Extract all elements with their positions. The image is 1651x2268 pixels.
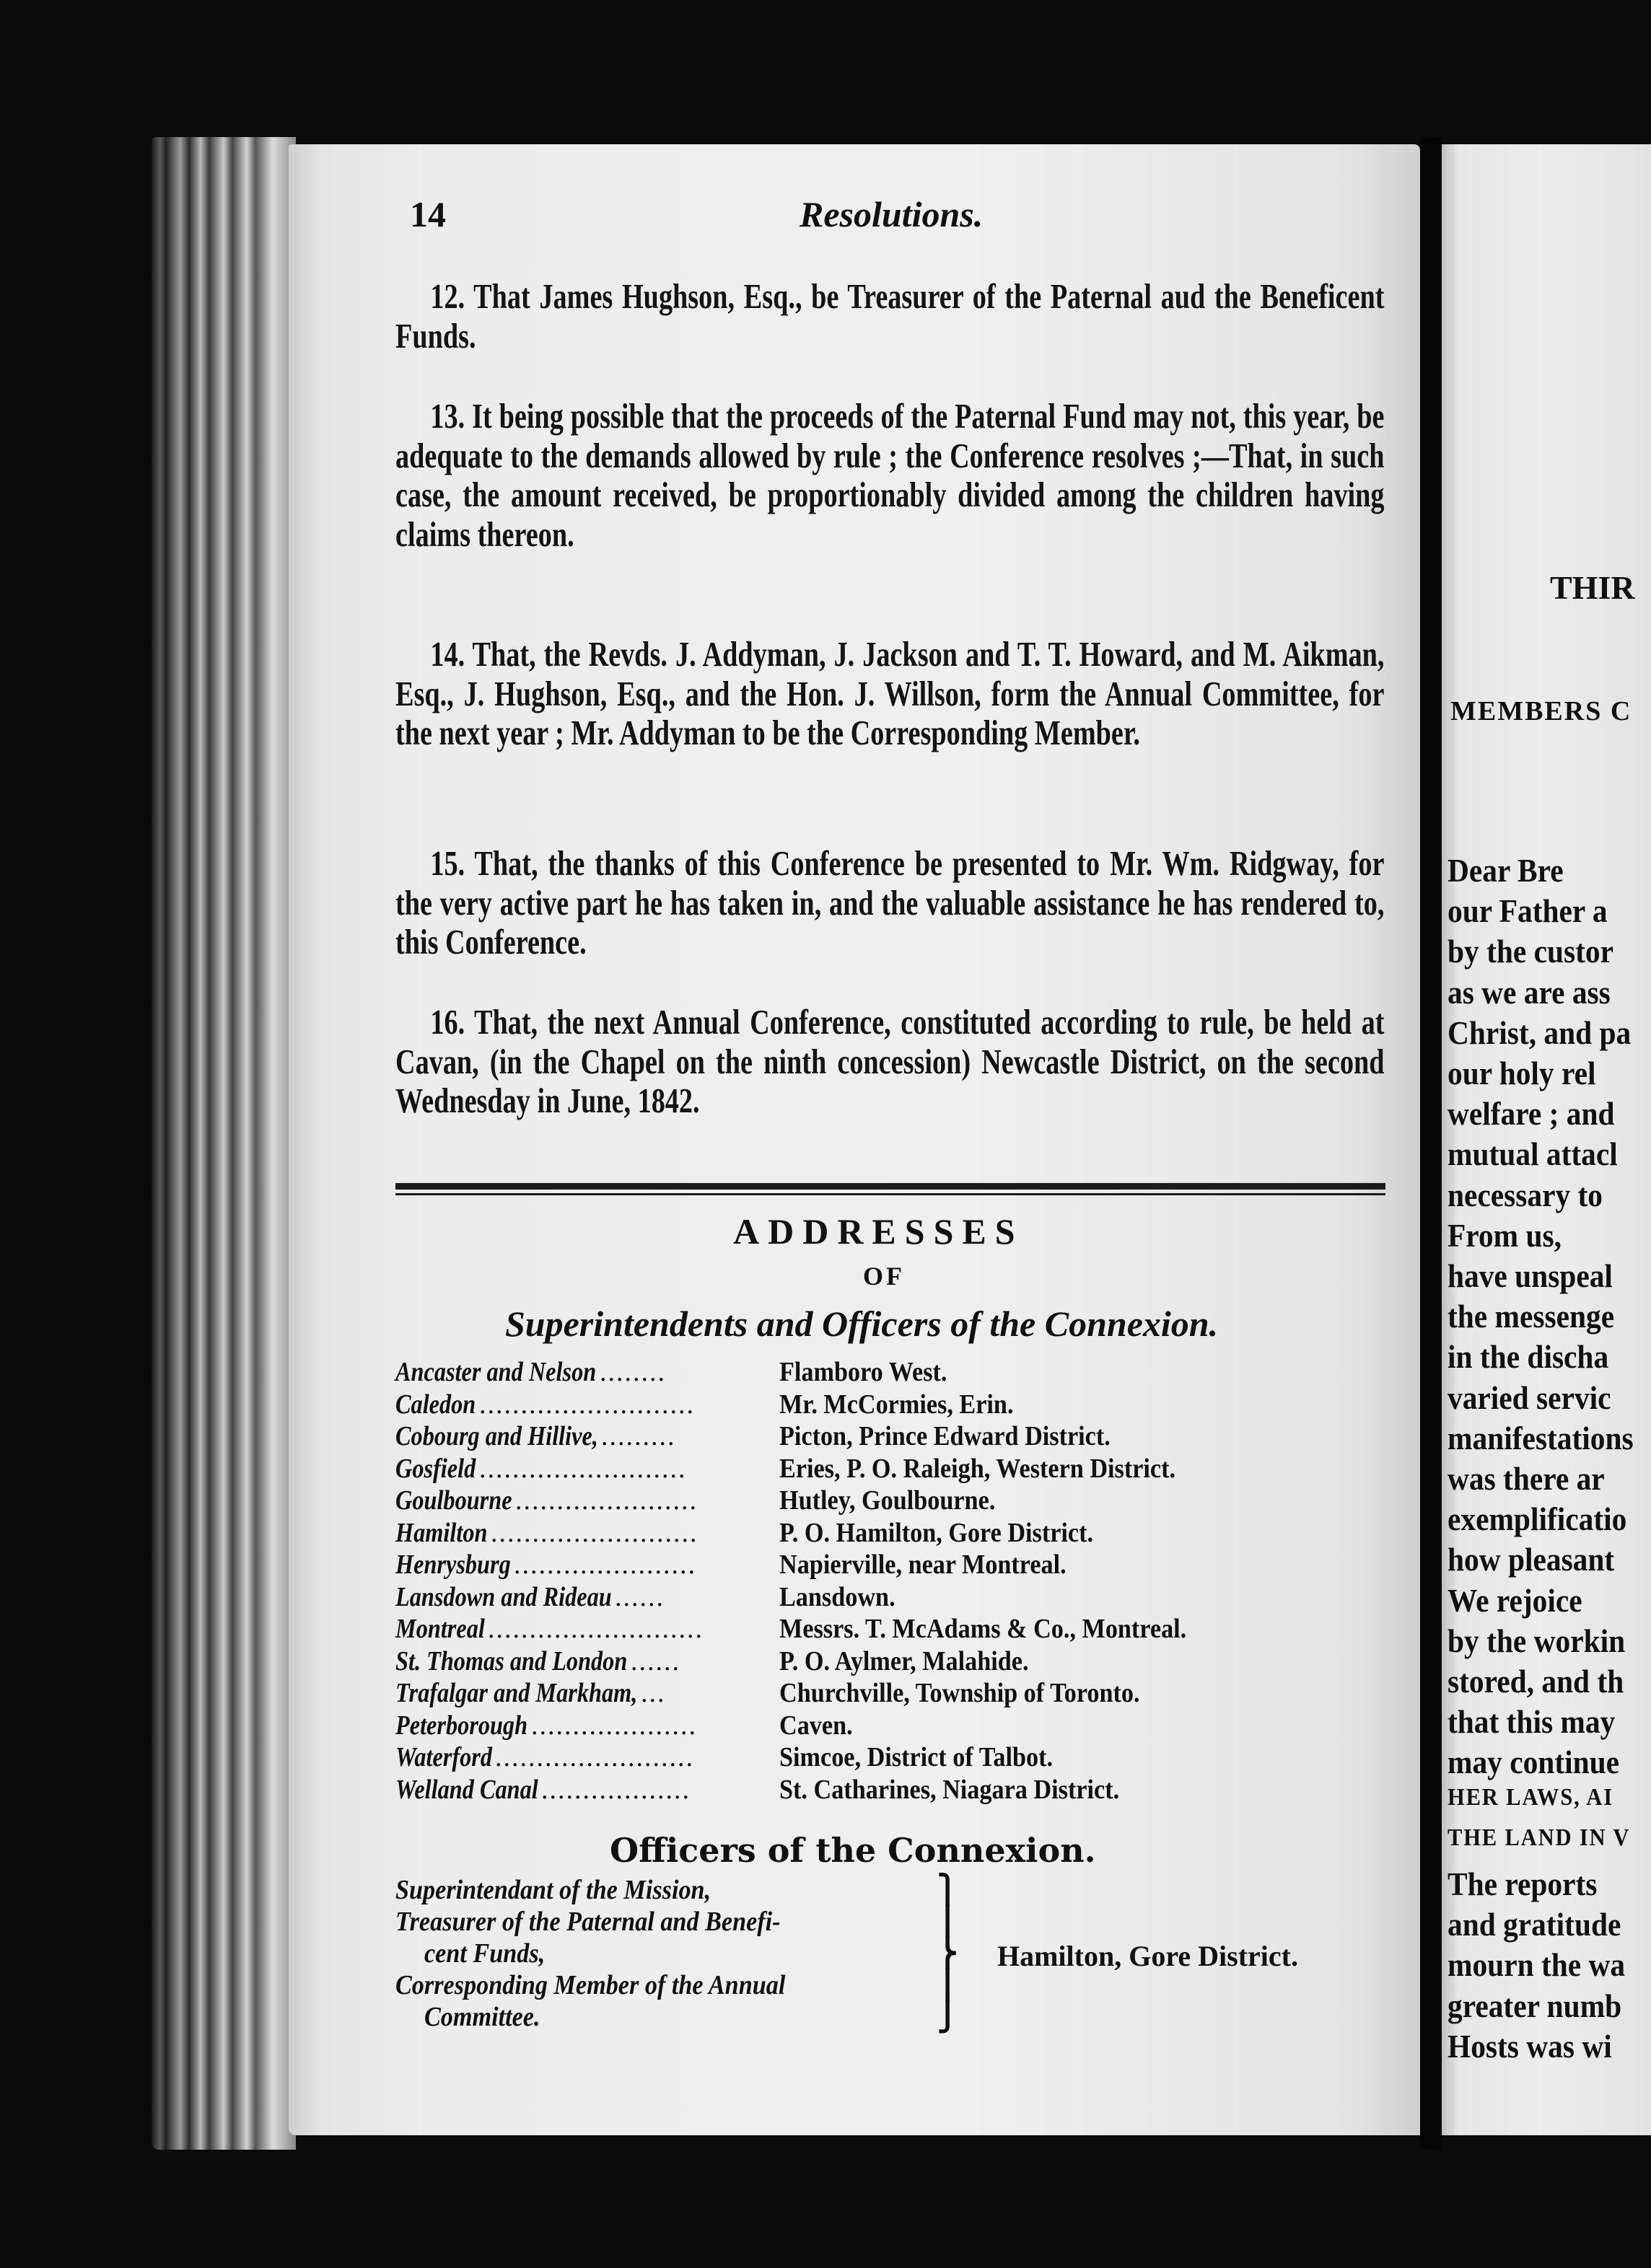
- directory-place: Hamilton: [395, 1517, 488, 1548]
- right-page-line: and gratitude: [1448, 1906, 1621, 1943]
- directory-row: [395, 1710, 1406, 1740]
- book-page-edges: [152, 137, 296, 2150]
- directory-row: [395, 1356, 1406, 1386]
- section-rule-thin: [395, 1193, 1385, 1195]
- right-page-line: welfare ; and: [1448, 1095, 1615, 1133]
- directory-leader: ........................: [495, 1742, 694, 1772]
- directory-row: [395, 1549, 1406, 1579]
- directory-leader: ......: [615, 1581, 665, 1612]
- directory-place: Trafalgar and Markham,: [395, 1678, 638, 1708]
- directory-address: Eries, P. O. Raleigh, Western District.: [779, 1453, 1176, 1484]
- right-page: [1442, 144, 1651, 2135]
- right-page-line: our Father a: [1448, 892, 1608, 930]
- directory-leader: ........: [600, 1357, 666, 1387]
- right-page-line: by the custor: [1448, 933, 1613, 970]
- directory-address: P. O. Hamilton, Gore District.: [779, 1517, 1094, 1548]
- directory-address: Simcoe, District of Talbot.: [779, 1742, 1054, 1772]
- right-page-line: HER LAWS, AI: [1448, 1783, 1613, 1811]
- right-page-line: that this may: [1448, 1703, 1616, 1741]
- officer-line-2: Treasurer of the Paternal and Benefi-: [395, 1907, 781, 1937]
- directory-place: Ancaster and Nelson: [395, 1357, 597, 1387]
- right-subheading-fragment: MEMBERS C: [1450, 696, 1632, 726]
- directory-leader: ..................: [541, 1774, 691, 1805]
- directory-address: Lansdown.: [779, 1581, 895, 1612]
- resolution-15: 15. That, the thanks of this Conference be presented to Mr. Wm. Ridgway, for the very active part he has taken in, and the valuable assistance he has rendered to, this Conference.: [395, 843, 1385, 962]
- right-page-line: From us,: [1448, 1216, 1562, 1254]
- directory-place: Gosfield: [395, 1453, 476, 1484]
- directory-leader: ......................: [515, 1485, 698, 1516]
- right-page-line: greater numb: [1448, 1987, 1622, 2024]
- directory-place: Caledon: [395, 1389, 476, 1420]
- directory-address: Hutley, Goulbourne.: [779, 1485, 996, 1516]
- book-gutter: [1420, 137, 1442, 2150]
- directory-leader: .........................: [491, 1517, 698, 1548]
- directory-place: Waterford: [395, 1742, 492, 1772]
- addresses-subheading: Superintendents and Officers of the Connexion.: [505, 1304, 1219, 1344]
- resolution-13: 13. It being possible that the proceeds of the Paternal Fund may not, this year, be adequate to the demands allowed by rule ; the Conference resolves ;—That, in such case, the amount received, be proportionably divided among the children having claims thereon.: [395, 396, 1385, 554]
- directory-row: [395, 1774, 1406, 1804]
- running-head: Resolutions.: [800, 194, 984, 234]
- resolution-12: 12. That James Hughson, Esq., be Treasurer of the Paternal aud the Beneficent Funds.: [395, 276, 1385, 356]
- right-page-line: We rejoice: [1448, 1581, 1582, 1619]
- directory-address: Caven.: [779, 1710, 853, 1741]
- right-page-line: the messenge: [1448, 1298, 1615, 1335]
- directory-address: Messrs. T. McAdams & Co., Montreal.: [779, 1614, 1187, 1644]
- directory-place: Henrysburg: [395, 1550, 511, 1580]
- right-page-line: in the discha: [1448, 1338, 1609, 1376]
- directory-place: Goulbourne: [395, 1485, 512, 1516]
- officers-address: Hamilton, Gore District.: [997, 1940, 1298, 1972]
- right-page-line: THE LAND IN V: [1448, 1824, 1631, 1851]
- officer-line-4: Corresponding Member of the Annual: [395, 1970, 786, 2000]
- directory-leader: ......: [631, 1645, 680, 1676]
- page-number: 14: [410, 194, 446, 234]
- officer-line-5: Committee.: [424, 2002, 540, 2032]
- officer-line-3: cent Funds,: [424, 1938, 546, 1969]
- right-page-line: was there ar: [1448, 1460, 1605, 1497]
- right-page-line: may continue: [1448, 1744, 1620, 1781]
- directory-place: Montreal: [395, 1614, 485, 1644]
- right-page-line: varied servic: [1448, 1379, 1611, 1416]
- officer-line-1: Superintendant of the Mission,: [395, 1875, 711, 1905]
- directory-leader: .........................: [479, 1453, 687, 1484]
- directory-address: Flamboro West.: [779, 1357, 947, 1387]
- right-page-line: Christ, and pa: [1448, 1014, 1632, 1051]
- right-page-line: exemplificatio: [1448, 1500, 1627, 1538]
- right-page-line: how pleasant: [1448, 1541, 1615, 1578]
- directory-address: Churchville, Township of Toronto.: [779, 1678, 1140, 1708]
- right-page-line: The reports: [1448, 1865, 1598, 1902]
- directory-row: [395, 1581, 1406, 1612]
- right-page-line: stored, and th: [1448, 1663, 1624, 1700]
- directory-leader: ..........................: [479, 1389, 695, 1420]
- right-page-line: have unspeal: [1448, 1257, 1613, 1294]
- directory-row: [395, 1517, 1406, 1547]
- right-page-line: mourn the wa: [1448, 1946, 1626, 1984]
- directory-address: Mr. McCormies, Erin.: [779, 1389, 1014, 1420]
- right-page-line: manifestations: [1448, 1419, 1634, 1456]
- directory-row: [395, 1420, 1406, 1451]
- section-rule-thick: [395, 1183, 1385, 1190]
- directory-place: Cobourg and Hillive,: [395, 1421, 598, 1451]
- directory-row: [395, 1645, 1406, 1676]
- right-page-line: mutual attacl: [1448, 1135, 1618, 1173]
- resolution-14: 14. That, the Revds. J. Addyman, J. Jackson and T. T. Howard, and M. Aikman, Esq., J. Hughson, Esq., and the Hon. J. Willson, form the Annual Committee, for the next year ; Mr. Addyman to be the Corresponding Member.: [395, 634, 1385, 752]
- left-page: [289, 144, 1420, 2135]
- officers-brace: ⎫ ⎪ ⎬ ⎪ ⎭: [937, 1873, 958, 2033]
- addresses-heading: ADDRESSES: [733, 1211, 1024, 1252]
- resolution-16: 16. That, the next Annual Conference, constituted according to rule, be held at Cavan, (in the Chapel on the ninth concession) Newcastle District, on the second Wednesday in June, 1842.: [395, 1002, 1385, 1120]
- right-page-line: necessary to: [1448, 1176, 1603, 1213]
- right-page-line: as we are ass: [1448, 973, 1611, 1011]
- directory-place: St. Thomas and London: [395, 1645, 628, 1676]
- directory-row: [395, 1741, 1406, 1772]
- directory-row: [395, 1485, 1406, 1515]
- directory-place: Peterborough: [395, 1710, 528, 1741]
- right-heading-fragment: THIR: [1550, 569, 1635, 606]
- officers-heading: Officers of the Connexion.: [610, 1831, 1096, 1870]
- right-page-line: Hosts was wi: [1448, 2027, 1612, 2065]
- directory-leader: ..........................: [488, 1614, 704, 1644]
- directory-leader: ......................: [514, 1550, 696, 1580]
- directory-address: P. O. Aylmer, Malahide.: [779, 1645, 1029, 1676]
- directory-address: Picton, Prince Edward District.: [779, 1421, 1111, 1451]
- directory-address: Napierville, near Montreal.: [779, 1550, 1067, 1580]
- directory-leader: ...: [641, 1678, 666, 1708]
- right-page-line: our holy rel: [1448, 1055, 1596, 1091]
- directory-address: St. Catharines, Niagara District.: [779, 1774, 1120, 1805]
- directory-row: [395, 1453, 1406, 1483]
- right-page-line: by the workin: [1448, 1622, 1626, 1659]
- directory-place: Welland Canal: [395, 1774, 538, 1805]
- of-line: OF: [863, 1262, 905, 1291]
- directory-row: [395, 1389, 1406, 1419]
- directory-row: [395, 1677, 1406, 1707]
- directory-leader: ....................: [531, 1710, 697, 1741]
- directory-leader: .........: [601, 1421, 676, 1451]
- directory-place: Lansdown and Rideau: [395, 1581, 612, 1612]
- directory-row: [395, 1613, 1406, 1643]
- right-page-line: Dear Bre: [1448, 852, 1564, 889]
